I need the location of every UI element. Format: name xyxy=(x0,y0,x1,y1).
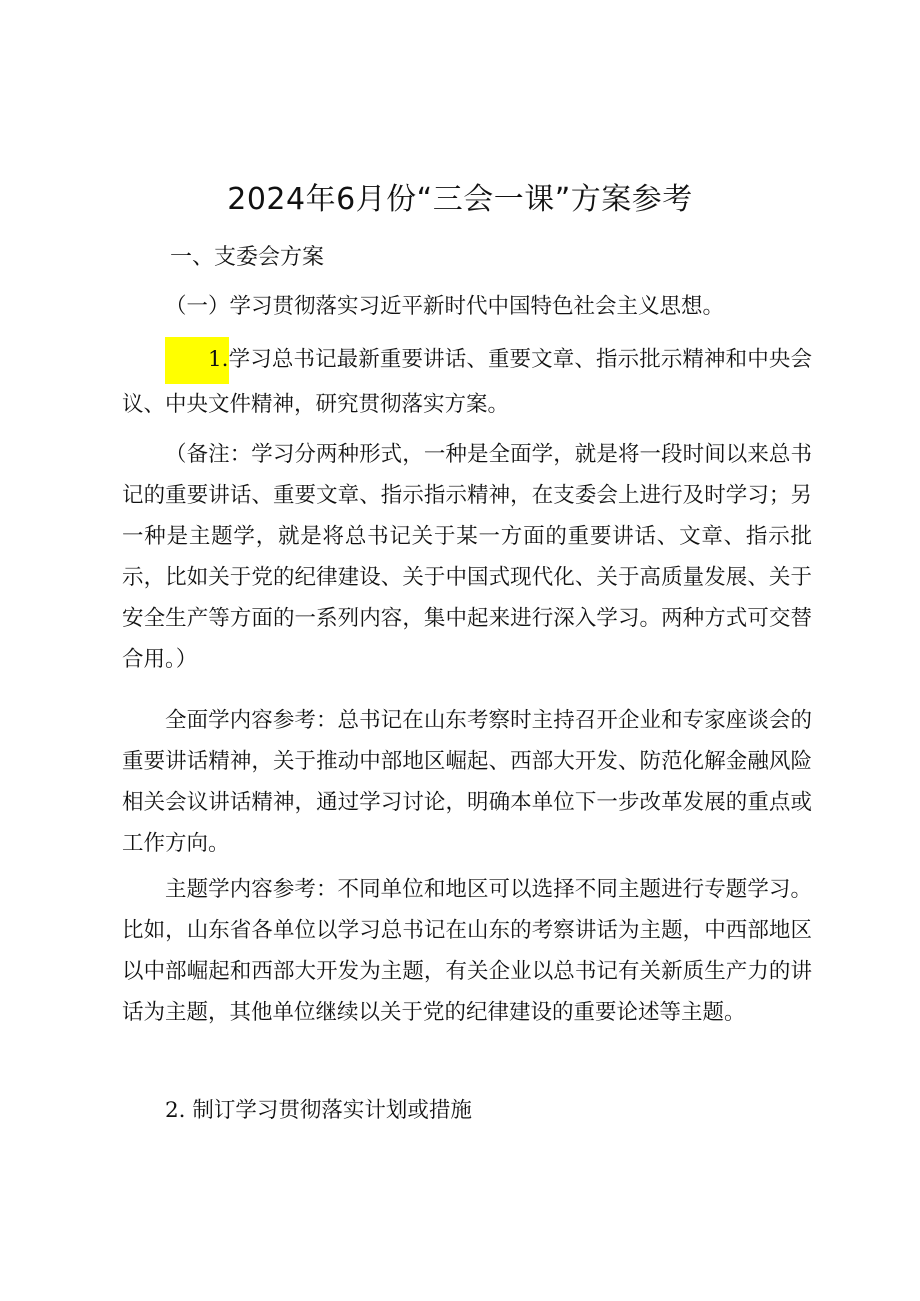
subsection-text: （一）学习贯彻落实习近平新时代中国特色社会主义思想。 xyxy=(165,294,725,319)
theme-reference-paragraph xyxy=(122,869,812,1033)
comprehensive-reference-paragraph xyxy=(122,700,812,864)
document-title: 2024年6月份“三会一课”方案参考 xyxy=(227,182,693,217)
item-1-paragraph xyxy=(122,337,812,425)
note-text: （备注：学习分两种形式，一种是全面学，就是将一段时间以来总书记的重要讲话、重要文章、指示指示精神，在支委会上进行及时学习；另一种是主题学，就是将总书记关于某一方面的重要讲话、文章、指示批示，比如关于党的纪律建设、关于中国式现代化、关于高质量发展、关于安全生产等方面的一系列内容，集中起来进行深入学习。两种方式可交替合用。） xyxy=(122,442,812,672)
item-1-number-highlight: 1. xyxy=(165,337,229,384)
item-2-text: 2. 制订学习贯彻落实计划或措施 xyxy=(165,1098,472,1123)
theme-reference-text: 主题学内容参考：不同单位和地区可以选择不同主题进行专题学习。比如，山东省各单位以学习总书记在山东的考察讲话为主题，中西部地区以中部崛起和西部大开发为主题，有关企业以总书记有关新质生产力的讲话为主题，其他单位继续以关于党的纪律建设的重要论述等主题。 xyxy=(122,877,812,1025)
section-heading: 一、支委会方案 xyxy=(170,245,325,270)
note-paragraph xyxy=(122,434,812,680)
item-1-text: 学习总书记最新重要讲话、重要文章、指示批示精神和中央会议、中央文件精神，研究贯彻落实方案。 xyxy=(122,347,812,417)
comprehensive-reference-text: 全面学内容参考：总书记在山东考察时主持召开企业和专家座谈会的重要讲话精神，关于推动中部地区崛起、西部大开发、防范化解金融风险相关会议讲话精神，通过学习讨论，明确本单位下一步改革发展的重点或工作方向。 xyxy=(122,708,812,856)
subsection-heading xyxy=(122,286,812,327)
item-2-paragraph xyxy=(122,1090,812,1131)
